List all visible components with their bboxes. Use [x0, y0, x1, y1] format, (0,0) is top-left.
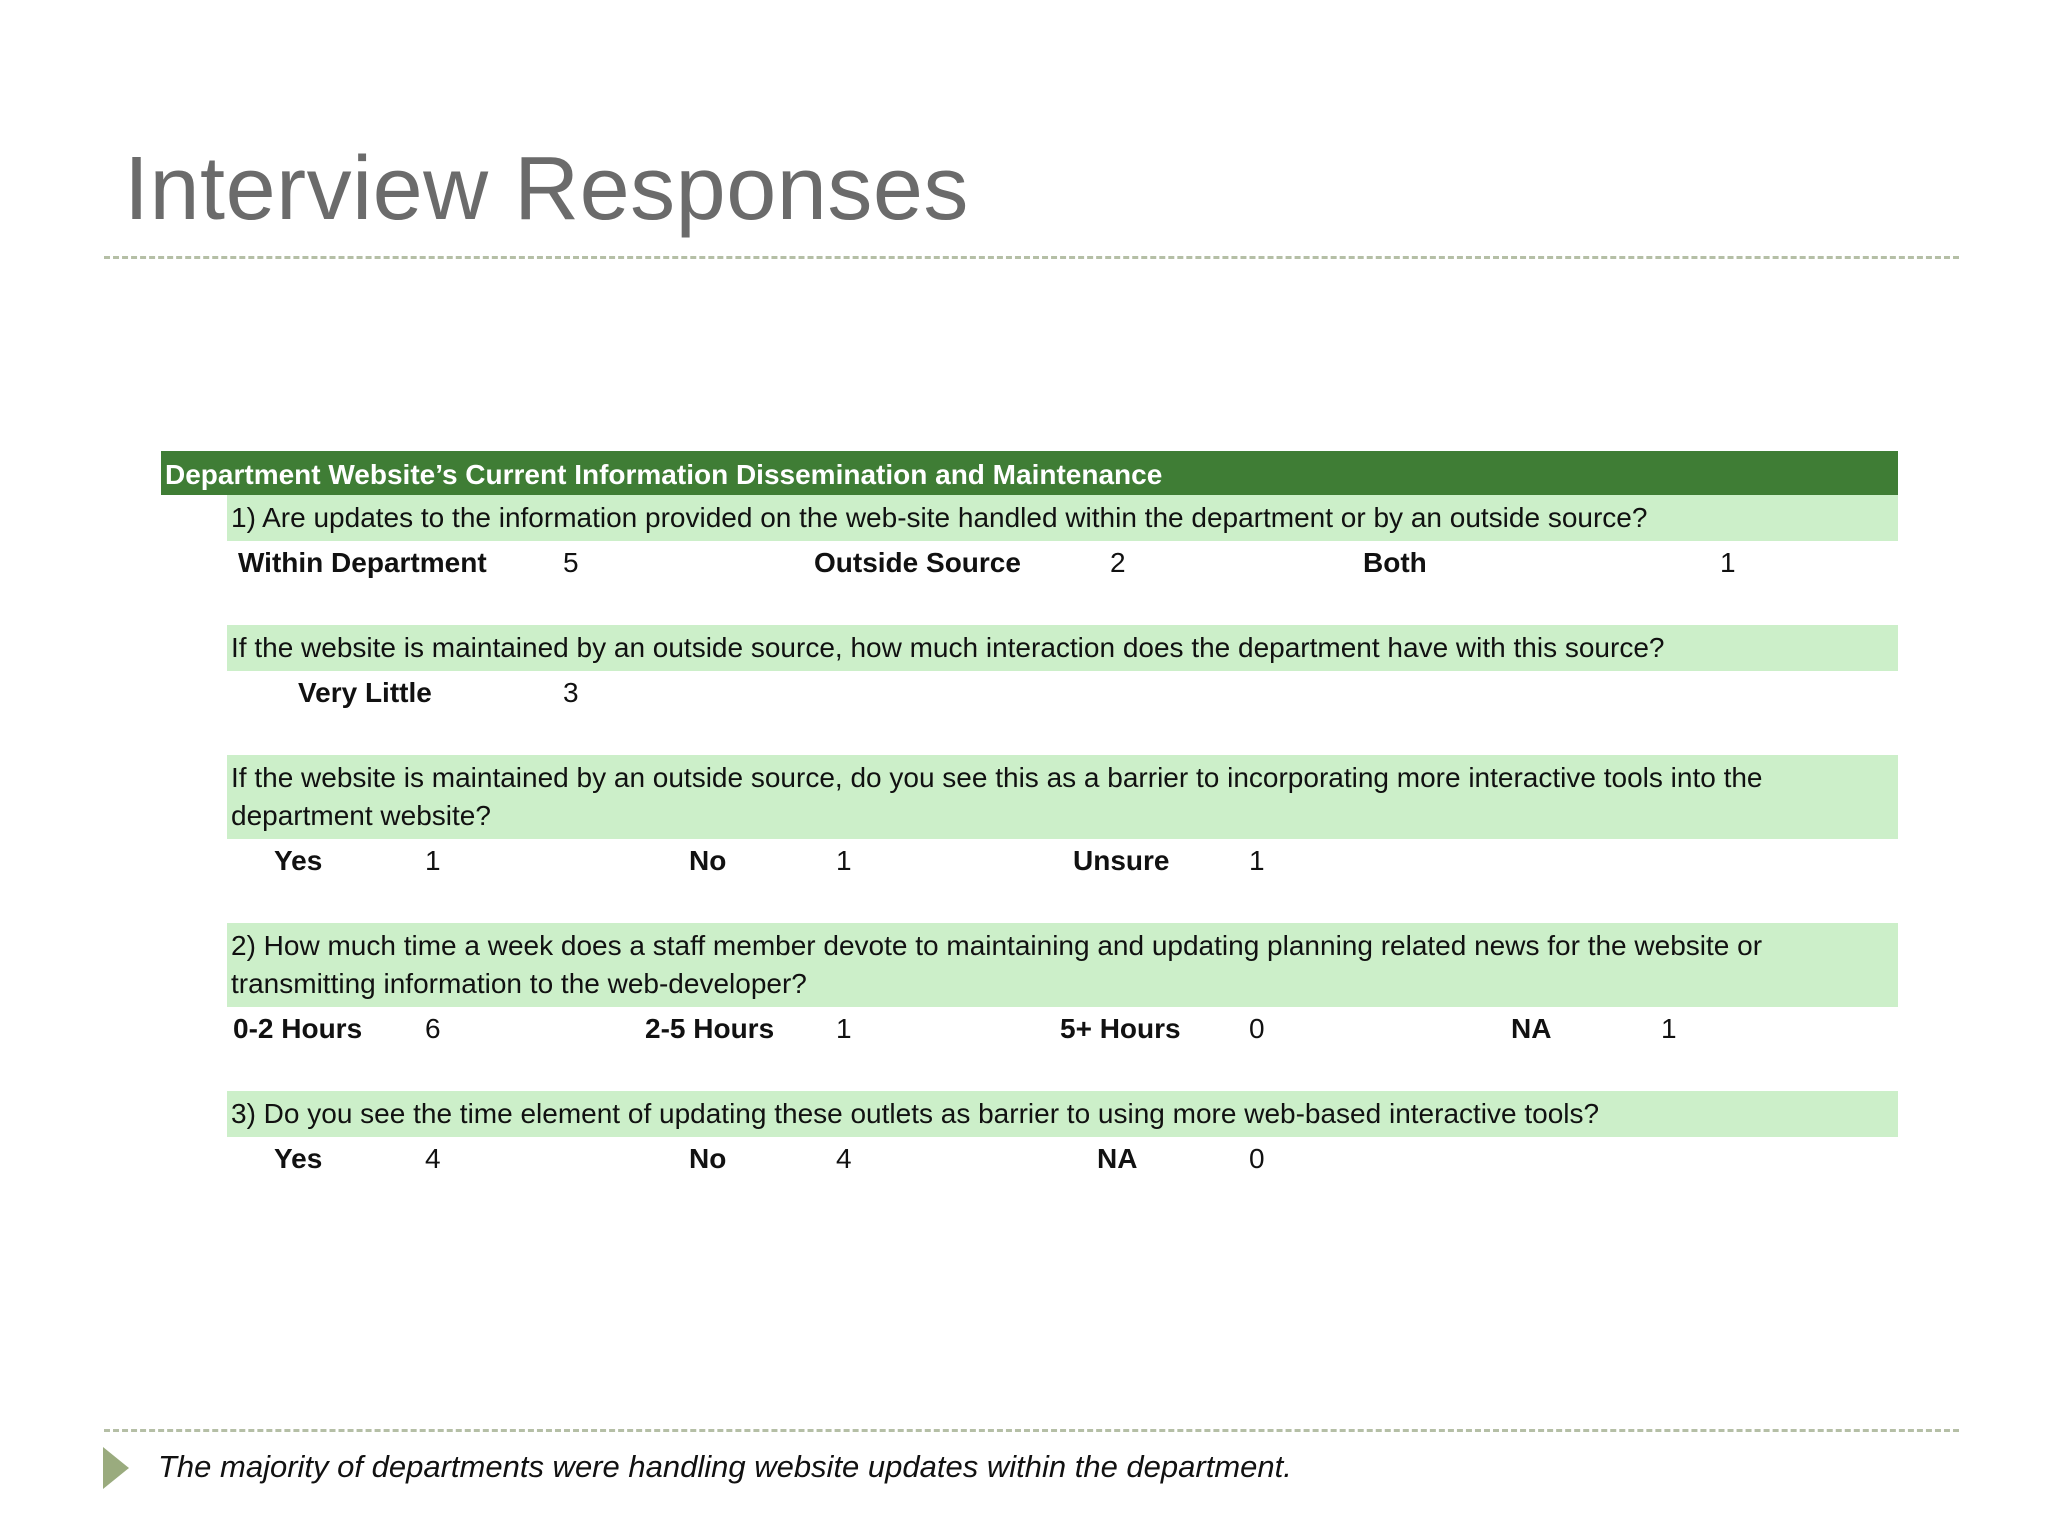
answer-value: 5	[563, 547, 579, 578]
answer-label: NA	[1511, 1013, 1552, 1044]
slide-title: Interview Responses	[124, 139, 969, 239]
answer-value: 1	[836, 1013, 852, 1044]
answer-label: Yes	[274, 1143, 323, 1174]
question-outside-interaction: If the website is maintained by an outside source, how much interaction does the department have with this source?	[227, 625, 1898, 671]
footer-note: The majority of departments were handling website updates within the department.	[158, 1449, 1292, 1484]
question-3: 3) Do you see the time element of updating these outlets as barrier to using more web-based interactive tools?	[227, 1091, 1898, 1137]
answer-label: Outside Source	[814, 547, 1021, 578]
answer-value: 3	[563, 677, 579, 708]
footer-divider	[104, 1429, 1959, 1432]
answer-label: Within Department	[238, 547, 487, 578]
answers-3	[161, 839, 1898, 881]
answer-value: 1	[1661, 1013, 1677, 1044]
responses-table	[161, 451, 1898, 1179]
answer-label: No	[689, 1143, 727, 1174]
answers-1	[161, 541, 1898, 583]
answers-4	[161, 1007, 1898, 1049]
answer-label: Both	[1363, 547, 1427, 578]
answer-value: 4	[836, 1143, 852, 1174]
answer-label: Yes	[274, 845, 323, 876]
answer-label: Unsure	[1073, 845, 1170, 876]
answer-label: 5+ Hours	[1060, 1013, 1181, 1044]
bullet-arrow-icon	[103, 1447, 129, 1489]
answer-value: 0	[1249, 1013, 1265, 1044]
question-1: 1) Are updates to the information provided on the web-site handled within the department or by an outside source?	[227, 495, 1898, 541]
answer-value: 1	[1249, 845, 1265, 876]
answer-label: Very Little	[298, 677, 432, 708]
answer-label: NA	[1097, 1143, 1138, 1174]
answer-value: 6	[425, 1013, 441, 1044]
answer-value: 2	[1110, 547, 1126, 578]
table-header: Department Website’s Current Information Dissemination and Maintenance	[161, 451, 1898, 495]
answer-value: 0	[1249, 1143, 1265, 1174]
answer-label: No	[689, 845, 727, 876]
question-outside-barrier: If the website is maintained by an outside source, do you see this as a barrier to incorporating more interactive tools into the department website?	[227, 755, 1898, 839]
answers-2	[161, 671, 1898, 713]
answer-label: 0-2 Hours	[233, 1013, 363, 1044]
question-2: 2) How much time a week does a staff member devote to maintaining and updating planning related news for the website or transmitting information to the web-developer?	[227, 923, 1898, 1007]
answer-value: 1	[836, 845, 852, 876]
answer-label: 2-5 Hours	[645, 1013, 775, 1044]
answer-value: 4	[425, 1143, 441, 1174]
answers-5	[161, 1137, 1898, 1179]
answer-value: 1	[1720, 547, 1736, 578]
answer-value: 1	[425, 845, 441, 876]
title-divider	[104, 256, 1959, 259]
